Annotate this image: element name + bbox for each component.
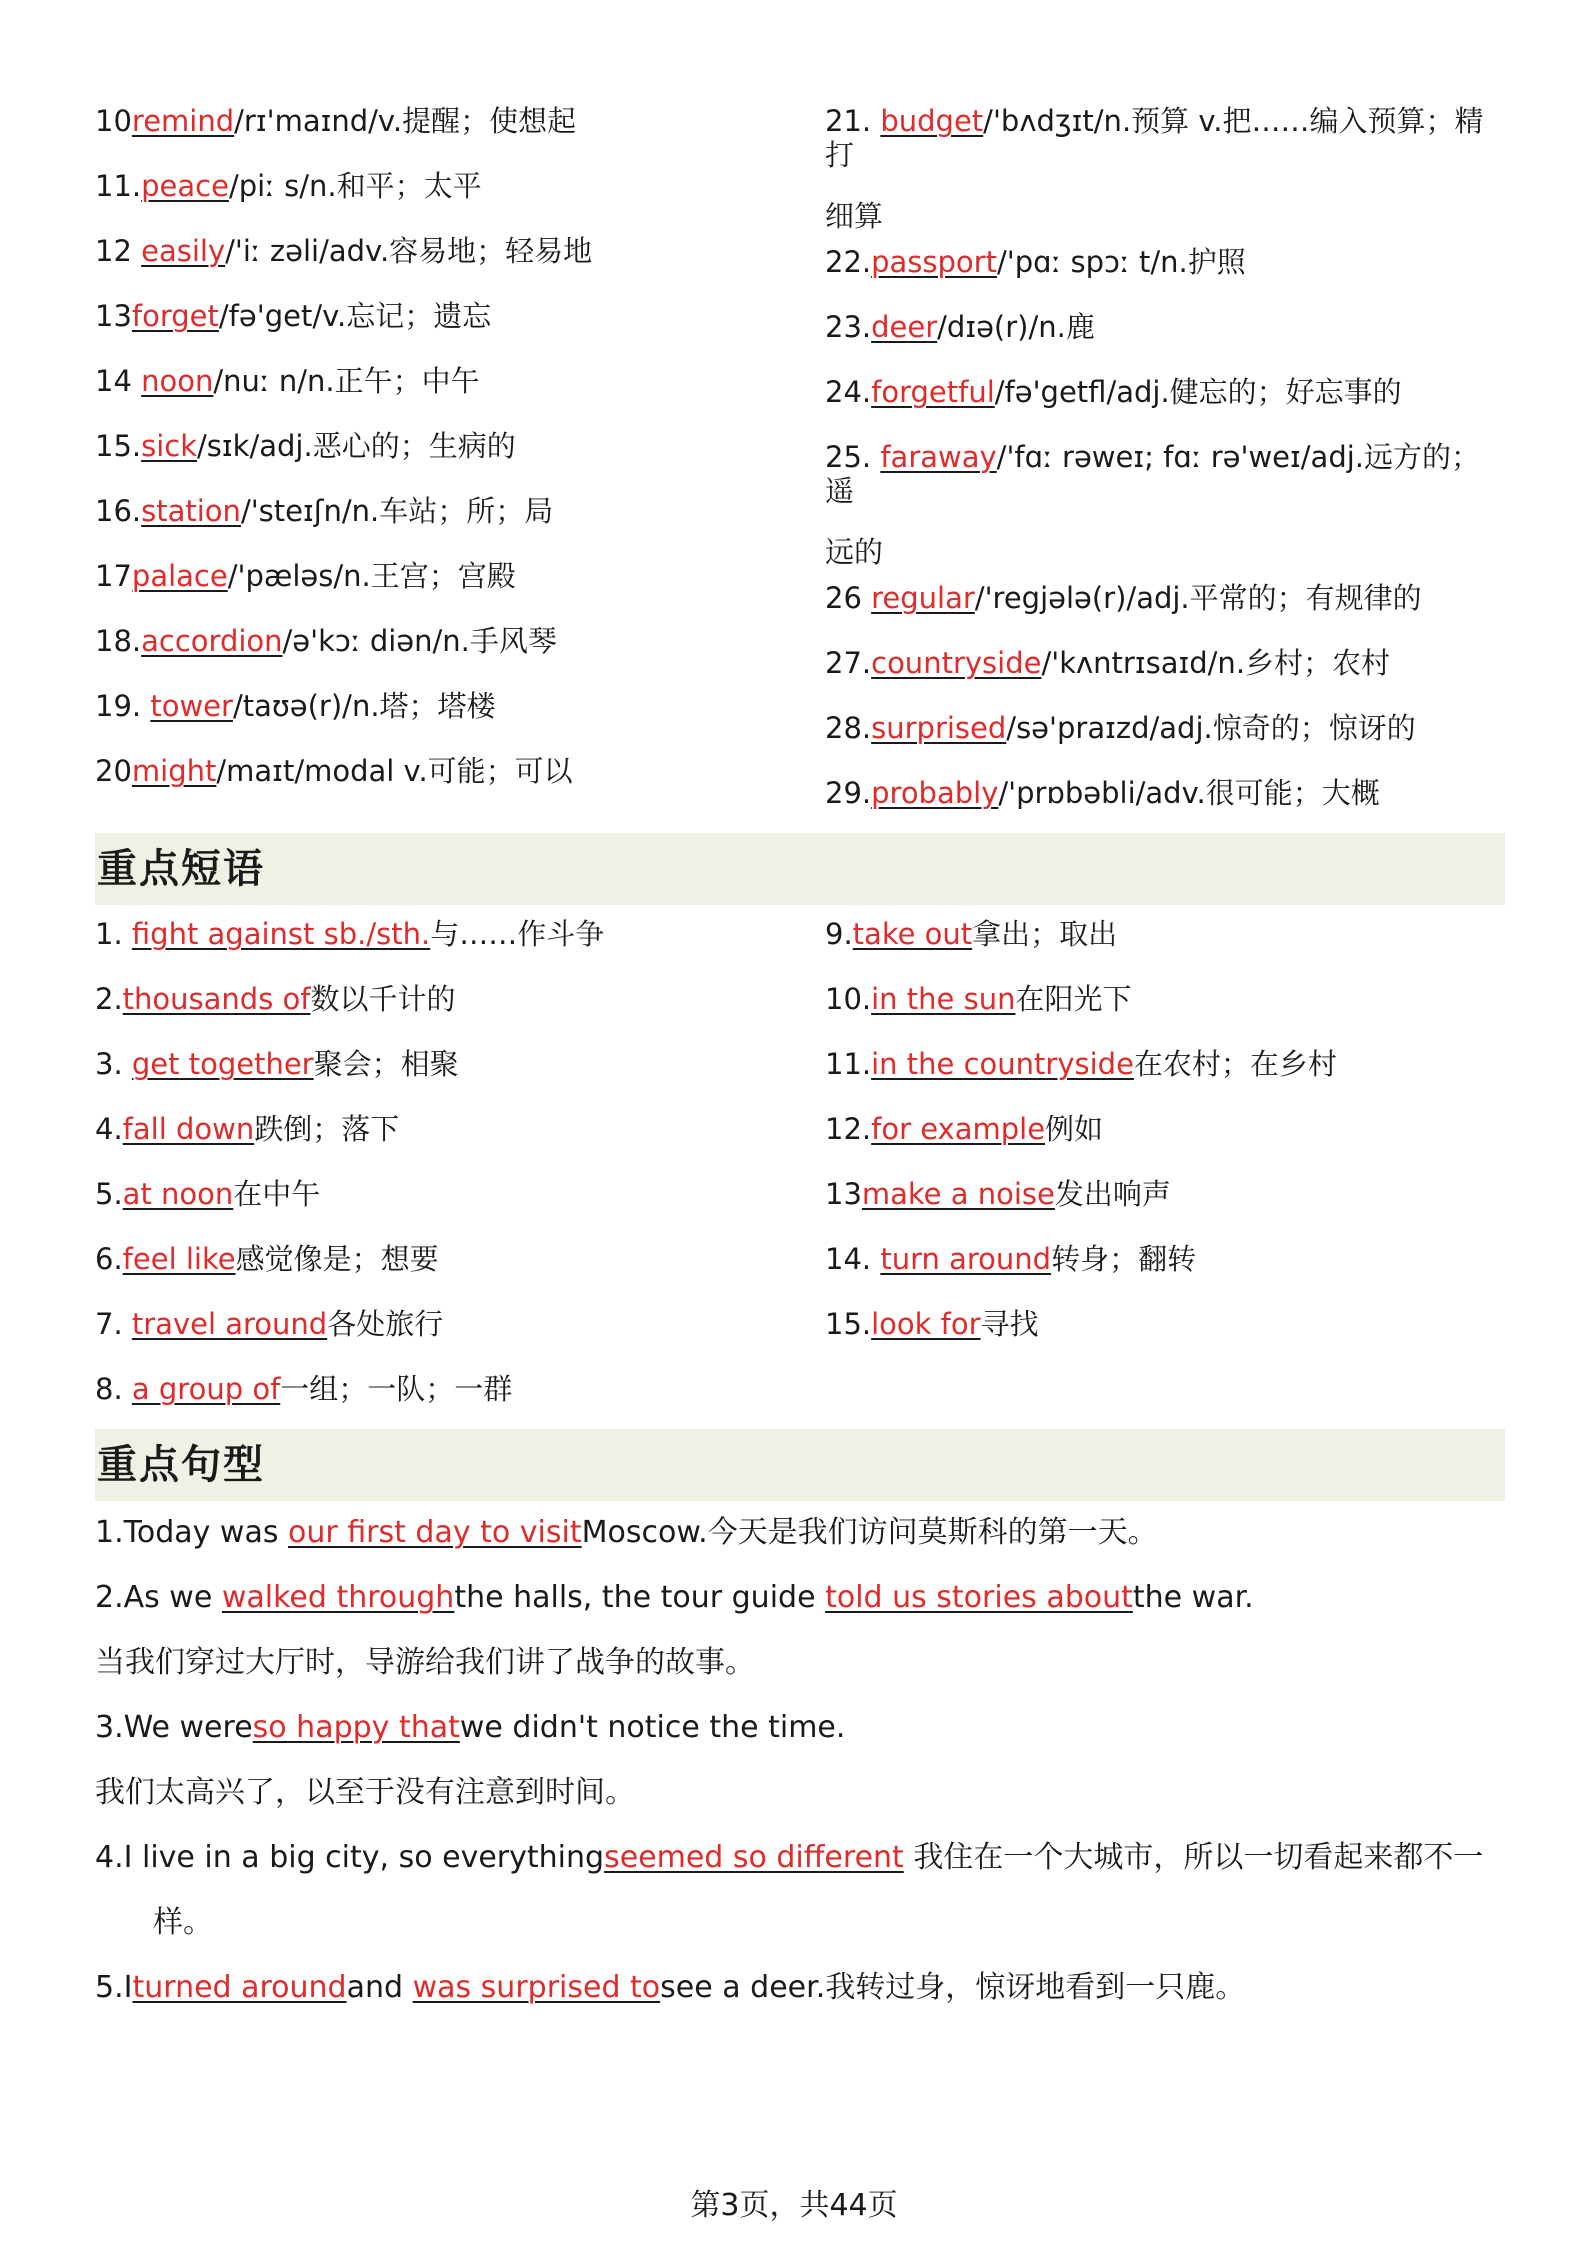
vocab-number: 25. [825, 440, 881, 474]
sentence-text: 我住在一个大城市，所以一切看起来都不一 [903, 1840, 1484, 1875]
vocab-number: 11. [95, 169, 142, 203]
vocab-number: 19. [95, 689, 151, 723]
sentence-4-continuation: 样。 [153, 1905, 213, 1940]
vocab-word: regular [871, 581, 975, 615]
phrase-item [825, 1100, 1505, 1165]
vocab-item [825, 233, 1505, 298]
vocab-number: 14 [95, 364, 142, 398]
vocab-number: 13 [95, 299, 132, 333]
vocab-number: 10 [95, 104, 132, 138]
phrase-number: 3. [95, 1047, 132, 1081]
phrase-meaning: 拿出；取出 [972, 917, 1118, 951]
vocab-word: faraway [880, 440, 997, 474]
phrase-english: at noon [122, 1177, 234, 1211]
vocab-definition: /sɪk/adj.恶心的；生病的 [197, 429, 516, 463]
vocab-definition: /'prɒbəbli/adv.很可能；大概 [998, 776, 1380, 810]
phrase-english: take out [852, 917, 973, 951]
phrase-item [825, 1295, 1505, 1360]
vocab-word: sick [141, 429, 198, 463]
vocab-grid [95, 92, 1505, 829]
vocab-number: 17 [95, 559, 132, 593]
sentence-answer: our first day to visit [288, 1515, 582, 1550]
vocab-item [95, 742, 785, 807]
vocab-word: remind [131, 104, 235, 138]
vocab-word: forgetful [871, 375, 995, 409]
vocab-number: 22. [825, 245, 872, 279]
vocab-number: 15. [95, 429, 142, 463]
vocab-definition: /piː s/n.和平；太平 [228, 169, 482, 203]
sentence-4 [95, 1826, 1505, 1891]
vocab-word: palace [131, 559, 228, 593]
phrase-english: a group of [131, 1372, 281, 1406]
phrase-item [95, 1100, 785, 1165]
vocab-definition: /taʊə(r)/n.塔；塔楼 [232, 689, 496, 723]
vocab-item [825, 363, 1505, 428]
vocab-definition: /'pɑː spɔː t/n.护照 [996, 245, 1246, 279]
phrase-english: feel like [122, 1242, 236, 1276]
vocab-number: 16. [95, 494, 142, 528]
phrase-number: 7. [95, 1307, 132, 1341]
phrase-item [825, 1165, 1505, 1230]
phrase-meaning: 在农村；在乡村 [1133, 1047, 1337, 1081]
vocab-definition: /'kʌntrɪsaɪd/n.乡村；农村 [1041, 646, 1391, 680]
vocab-left-column [95, 92, 785, 829]
phrase-number: 13 [825, 1177, 862, 1211]
vocab-item [95, 547, 785, 612]
sentence-answer: was surprised to [412, 1970, 661, 2005]
vocab-definition: /rɪ'maɪnd/v.提醒；使想起 [234, 104, 577, 138]
sentence-text: see a deer.我转过身，惊讶地看到一只鹿。 [660, 1970, 1246, 2005]
phrase-number: 2. [95, 982, 123, 1016]
phrase-english: make a noise [861, 1177, 1055, 1211]
vocab-item [95, 92, 785, 157]
sentences-heading: 重点句型 [95, 1429, 1505, 1501]
phrase-english: look for [871, 1307, 981, 1341]
phrase-item [95, 1230, 785, 1295]
phrase-item [95, 970, 785, 1035]
phrase-english: turn around [880, 1242, 1052, 1276]
sentence-text: 5.I [95, 1970, 133, 2005]
worksheet-page [95, 92, 1505, 2021]
phrases-heading: 重点短语 [95, 833, 1505, 905]
vocab-number: 27. [825, 646, 872, 680]
vocab-item [95, 157, 785, 222]
phrases-grid [95, 905, 1505, 1425]
phrase-english: fight against sb./sth. [131, 917, 431, 951]
sentence-answer: so happy that [252, 1710, 460, 1745]
phrase-item [825, 905, 1505, 970]
phrase-english: in the sun [871, 982, 1016, 1016]
sentence-3-translation: 我们太高兴了，以至于没有注意到时间。 [95, 1775, 635, 1810]
phrase-item [825, 1230, 1505, 1295]
phrase-meaning: 发出响声 [1054, 1177, 1171, 1211]
sentence-text: Moscow.今天是我们访问莫斯科的第一天。 [581, 1515, 1158, 1550]
vocab-word: surprised [871, 711, 1007, 745]
vocab-item [825, 428, 1505, 569]
sentences-list [95, 1501, 1505, 2021]
vocab-word: noon [141, 364, 214, 398]
vocab-number: 29. [825, 776, 872, 810]
phrase-item [95, 1165, 785, 1230]
vocab-item [95, 222, 785, 287]
phrase-item [95, 1295, 785, 1360]
vocab-definition: /fə'getfl/adj.健忘的；好忘事的 [994, 375, 1402, 409]
sentence-5 [95, 1956, 1505, 2021]
phrase-item [95, 1360, 785, 1425]
phrase-item [825, 1035, 1505, 1100]
sentence-text: we didn't notice the time. [459, 1710, 846, 1745]
phrase-meaning: 寻找 [980, 1307, 1039, 1341]
phrase-number: 6. [95, 1242, 123, 1276]
vocab-word: station [141, 494, 241, 528]
sentence-2 [95, 1566, 1505, 1631]
phrase-meaning: 与……作斗争 [430, 917, 605, 951]
sentence-text: the halls, the tour guide [454, 1580, 826, 1615]
phrase-number: 4. [95, 1112, 123, 1146]
phrase-item [95, 905, 785, 970]
vocab-definition: /'bʌdʒɪt/n.预算 v.把……编入预算；精打 [825, 104, 1484, 172]
phrase-meaning: 跌倒；落下 [254, 1112, 400, 1146]
phrase-number: 14. [825, 1242, 881, 1276]
vocab-definition: /'iː zəli/adv.容易地；轻易地 [225, 234, 593, 268]
sentence-2-translation: 当我们穿过大厅时，导游给我们讲了战争的故事。 [95, 1645, 755, 1680]
vocab-item [825, 92, 1505, 233]
phrase-meaning: 例如 [1045, 1112, 1104, 1146]
phrase-number: 9. [825, 917, 853, 951]
vocab-item [95, 417, 785, 482]
phrase-english: in the countryside [871, 1047, 1134, 1081]
phrase-number: 5. [95, 1177, 123, 1211]
phrases-left-column [95, 905, 785, 1425]
vocab-word: forget [131, 299, 219, 333]
phrase-item [95, 1035, 785, 1100]
vocab-number: 20 [95, 754, 132, 788]
vocab-definition: /'fɑː rəweɪ; fɑː rə'weɪ/adj.远方的；遥 [825, 440, 1481, 508]
phrase-english: travel around [131, 1307, 328, 1341]
phrase-number: 8. [95, 1372, 132, 1406]
vocab-definition: /dɪə(r)/n.鹿 [937, 310, 1095, 344]
vocab-word: accordion [141, 624, 283, 658]
vocab-word: easily [141, 234, 226, 268]
vocab-right-column [825, 92, 1505, 829]
phrase-number: 11. [825, 1047, 872, 1081]
vocab-number: 18. [95, 624, 142, 658]
phrase-english: for example [871, 1112, 1046, 1146]
phrase-meaning: 在中午 [233, 1177, 321, 1211]
vocab-item [825, 298, 1505, 363]
page-number: 第3页，共44页 [690, 2188, 898, 2223]
vocab-word: peace [141, 169, 229, 203]
sentence-answer: walked through [221, 1580, 455, 1615]
sentence-text: 2.As we [95, 1580, 222, 1615]
vocab-definition: /fə'get/v.忘记；遗忘 [218, 299, 492, 333]
vocab-item [95, 612, 785, 677]
vocab-item [95, 287, 785, 352]
vocab-item [95, 482, 785, 547]
phrase-number: 15. [825, 1307, 872, 1341]
phrase-number: 12. [825, 1112, 872, 1146]
sentence-3 [95, 1696, 1505, 1761]
vocab-definition-continued: 细算 [825, 199, 884, 233]
sentence-answer: seemed so different [604, 1840, 904, 1875]
phrases-right-column [825, 905, 1505, 1425]
vocab-item [825, 764, 1505, 829]
sentence-answer: told us stories about [825, 1580, 1133, 1615]
sentence-text: and [346, 1970, 413, 2005]
vocab-number: 12 [95, 234, 142, 268]
sentence-1 [95, 1501, 1505, 1566]
phrase-meaning: 各处旅行 [327, 1307, 444, 1341]
vocab-word: might [131, 754, 217, 788]
phrase-item [825, 970, 1505, 1035]
vocab-item [825, 569, 1505, 634]
vocab-item [825, 699, 1505, 764]
phrase-number: 10. [825, 982, 872, 1016]
phrase-meaning: 一组；一队；一群 [280, 1372, 513, 1406]
phrase-english: fall down [122, 1112, 255, 1146]
sentence-text: 3.We were [95, 1710, 253, 1745]
vocab-definition: /nuː n/n.正午；中午 [213, 364, 480, 398]
vocab-definition: /'regjələ(r)/adj.平常的；有规律的 [974, 581, 1422, 615]
vocab-word: passport [871, 245, 997, 279]
vocab-number: 24. [825, 375, 872, 409]
phrase-meaning: 聚会；相聚 [313, 1047, 459, 1081]
sentence-text: 1.Today was [95, 1515, 289, 1550]
phrase-english: thousands of [122, 982, 311, 1016]
vocab-number: 23. [825, 310, 872, 344]
sentence-text: 4.I live in a big city, so everything [95, 1840, 605, 1875]
sentence-answer: turned around [132, 1970, 347, 2005]
phrase-meaning: 数以千计的 [310, 982, 456, 1016]
vocab-definition: /ə'kɔː diən/n.手风琴 [282, 624, 557, 658]
sentence-text: the war. [1132, 1580, 1254, 1615]
vocab-number: 21. [825, 104, 881, 138]
phrase-meaning: 感觉像是；想要 [235, 1242, 439, 1276]
phrase-english: get together [131, 1047, 314, 1081]
vocab-item [95, 677, 785, 742]
vocab-word: budget [880, 104, 984, 138]
vocab-definition: /sə'praɪzd/adj.惊奇的；惊讶的 [1006, 711, 1416, 745]
vocab-definition-continued: 远的 [825, 535, 884, 569]
phrase-meaning: 在阳光下 [1015, 982, 1132, 1016]
vocab-number: 26 [825, 581, 872, 615]
vocab-word: countryside [871, 646, 1042, 680]
vocab-word: tower [150, 689, 233, 723]
phrase-number: 1. [95, 917, 132, 951]
vocab-definition: /'pæləs/n.王宫；宫殿 [227, 559, 516, 593]
phrase-meaning: 转身；翻转 [1051, 1242, 1197, 1276]
vocab-definition: /maɪt/modal v.可能；可以 [216, 754, 573, 788]
vocab-number: 28. [825, 711, 872, 745]
vocab-item [825, 634, 1505, 699]
vocab-word: probably [871, 776, 999, 810]
vocab-definition: /'steɪʃn/n.车站；所；局 [240, 494, 554, 528]
vocab-word: deer [871, 310, 938, 344]
vocab-item [95, 352, 785, 417]
